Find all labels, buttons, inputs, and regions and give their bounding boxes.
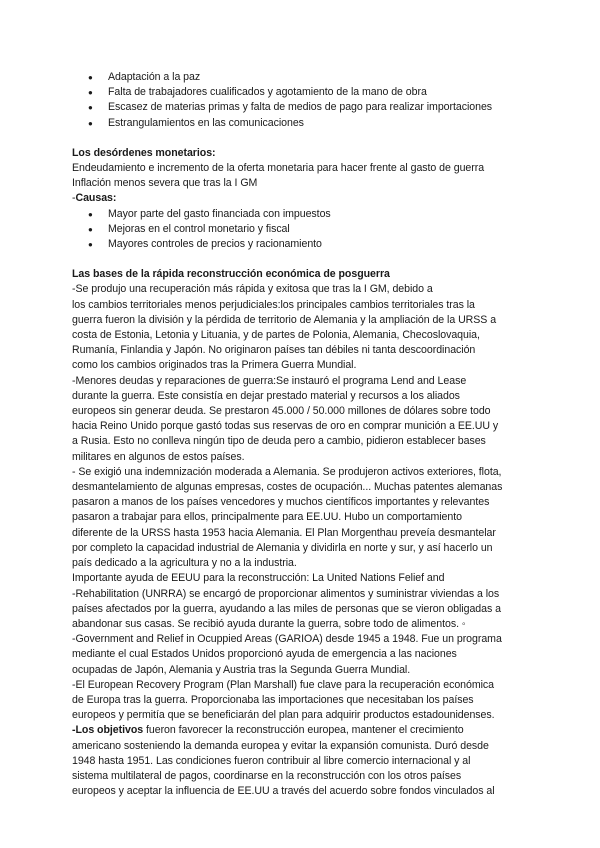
paragraph-line: pasaron a manos de los países vencedores y muchos científicos importantes y relevantes [72, 496, 490, 509]
list-item: ● Mayores controles de precios y racionamiento [72, 237, 528, 252]
paragraph-line: hacia Reino Unido porque gastó todas sus reservas de oro en comprar munición a EE.UU y [72, 420, 499, 433]
paragraph-line: guerra fueron la división y la pérdida de territorio de Alemania y la ampliación de la URSS a [72, 313, 497, 326]
section-body-tail [72, 739, 528, 800]
paragraph-line: a Rusia. Esto no conlleva ningún tipo de deuda pero a cambio, pidieron establecer bases [72, 435, 486, 448]
paragraph-line: costa de Estonia, Letonia y Lituania, y de partes de Polonia, Alemania, Checoslovaquia, [72, 329, 480, 342]
paragraph-line: -Se produjo una recuperación más rápida y exitosa que tras la I GM, debido a [72, 283, 433, 296]
causas-label-line [72, 191, 528, 206]
spacer [72, 252, 528, 267]
paragraph-line: Importante ayuda de EEUU para la reconstrucción: La United Nations Felief and [72, 572, 445, 585]
paragraph-line: Rumanía, Finlandia y Japón. No originaron países tan débiles ni tanta descoordinación [72, 344, 476, 357]
causas-prefix: - [72, 192, 76, 205]
paragraph-line: desmantelamiento de algunas empresas, costes de ocupación... Muchas patentes alemanas [72, 481, 503, 494]
paragraph-line: ocupadas de Japón, Alemania y Austria tras la Segunda Guerra Mundial. [72, 663, 411, 676]
paragraph-line: 1948 hasta 1951. Las condiciones fueron contribuir al libre comercio internacional y al [72, 754, 471, 767]
list-item: ● Falta de trabajadores cualificados y agotamiento de la mano de obra [72, 85, 528, 100]
paragraph-line: por completo la capacidad industrial de Alemania y dividirla en norte y sur, y así hacerlo un [72, 541, 493, 554]
document-page [72, 70, 528, 799]
causas-label: Causas: [75, 192, 117, 205]
paragraph-line: -Rehabilitation (UNRRA) se encargó de proporcionar alimentos y suministrar viviendas a los [72, 587, 500, 600]
paragraph-line: sistema multilateral de pagos, coordinarse en la reconstrucción con los otros países [72, 769, 462, 782]
objetivos-label: -Los objetivos [72, 724, 144, 737]
list-item: ● Escasez de materias primas y falta de medios de pago para realizar importaciones [72, 100, 528, 115]
section-body [72, 282, 528, 723]
bullet-list-causas [72, 207, 528, 253]
section-heading-monetarios: Los desórdenes monetarios: [72, 146, 216, 159]
list-item: ● Mayor parte del gasto financiada con impuestos [72, 207, 528, 222]
paragraph-line: -Government and Relief in Ocuppied Areas (GARIOA) desde 1945 a 1948. Fue un programa [72, 633, 502, 646]
paragraph-line: durante la guerra. Este consistía en dejar prestado material y recursos a los aliados [72, 389, 460, 402]
paragraph-line: Endeudamiento e incremento de la oferta monetaria para hacer frente al gasto de guerra [72, 162, 485, 175]
paragraph-line: europeos sin generar deuda. Se prestaron 45.000 / 50.000 millones de dólares sobre todo [72, 405, 491, 418]
paragraph-line: -El European Recovery Program (Plan Marshall) fue clave para la recuperación económica [72, 678, 495, 691]
paragraph-line: como los cambios originados tras la Primera Guerra Mundial. [72, 359, 357, 372]
paragraph-line: país dedicado a la agricultura y no a la industria. [72, 557, 297, 570]
paragraph-line: militares en algunos de estos países. [72, 450, 245, 463]
bullet-list-problems [72, 70, 528, 131]
spacer [72, 131, 528, 146]
paragraph-line: europeos y aceptar la influencia de EE.UU a través del acuerdo sobre fondos vinculados al [72, 785, 495, 798]
paragraph-line: Inflación menos severa que tras la I GM [72, 177, 258, 190]
paragraph-line: -Menores deudas y reparaciones de guerra:Se instauró el programa Lend and Lease [72, 374, 467, 387]
section-heading-reconstruccion: Las bases de la rápida reconstrucción económica de posguerra [72, 268, 390, 281]
objetivos-text: fueron favorecer la reconstrucción europea, mantener el crecimiento [143, 724, 464, 737]
list-item: ● Estrangulamientos en las comunicaciones [72, 116, 528, 131]
paragraph-line: los cambios territoriales menos perjudiciales:los principales cambios territoriales tras la [72, 298, 475, 311]
paragraph-line: diferente de la URSS hasta 1953 hacia Alemania. El Plan Morgenthau preveía desmantelar [72, 526, 496, 539]
paragraph-line: pasaron a trabajar para ellos, principalmente para EE.UU. Hubo un comportamiento [72, 511, 462, 524]
paragraph-line: de Europa tras la guerra. Proporcionaba las importaciones que necesitaban los países [72, 693, 474, 706]
list-item: ● Adaptación a la paz [72, 70, 528, 85]
paragraph-line: abandonar sus casas. Se recibió ayuda durante la guerra, sobre todo de alimentos. ◦ [72, 617, 466, 630]
paragraph-line: europeos y permitía que se beneficiarán del plan para adquirir productos estadounidenses. [72, 709, 495, 722]
objetivos-line [72, 723, 528, 738]
paragraph-line: mediante el cual Estados Unidos proporcionó ayuda de emergencia a las naciones [72, 648, 457, 661]
paragraph-line: americano sosteniendo la demanda europea y evitar la expansión comunista. Duró desde [72, 739, 489, 752]
paragraph-line: - Se exigió una indemnización moderada a Alemania. Se produjeron activos exteriores, flota, [72, 465, 502, 478]
list-item: ● Mejoras en el control monetario y fiscal [72, 222, 528, 237]
paragraph-line: países afectados por la guerra, ayudando a las miles de personas que se vieron obligadas a [72, 602, 501, 615]
